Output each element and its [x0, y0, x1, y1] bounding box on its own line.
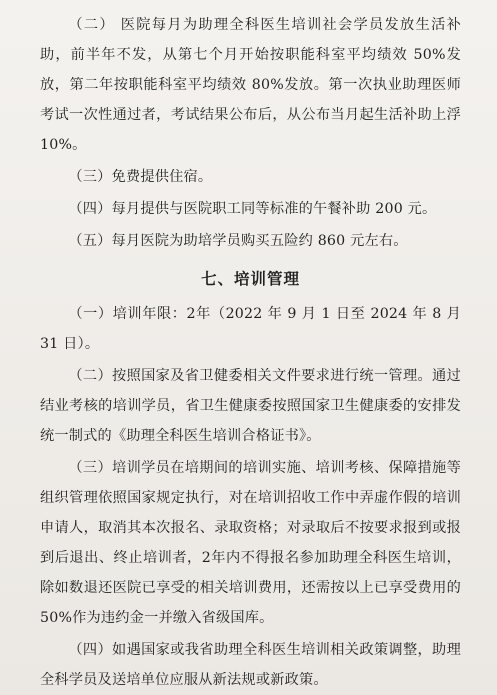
paragraph-organization-rules: （三）培训学员在培期间的培训实施、培训考核、保障措施等组织管理依照国家规定执行，对在培训招收工作中弄虚作假的培训申请人，取消其本次报名、录取资格；对录取后不按要求报到或报到后退出、终止培训者，2年内不得报名参加助理全科医生培训，除如数退还医院已享受的相关培训费用，还需按以上已享受费用的 50%作为违约金一并缴入省级国库。 — [40, 460, 461, 626]
section-title-training-management: 七、培训管理 — [200, 270, 300, 288]
paragraph-policy-adjustment: （四）如遇国家或我省助理全科医生培训相关政策调整，助理全科学员及送培单位应服从新法规或新政策。 — [40, 642, 461, 688]
paragraph-lunch-subsidy: （四）每月提供与医院职工同等标准的午餐补助 200 元。 — [68, 201, 437, 217]
paragraph-living-subsidy: （二） 医院每月为助理全科医生培训社会学员发放生活补助，前半年不发，从第七个月开始按职能科室平均绩效 50%发放，第二年按职能科室平均绩效 80%发放。第一次执业助理医师考试一次性通过者，考试结果公布后，从公布当月起生活补助上浮 10%。 — [40, 17, 461, 153]
paragraph-training-duration: （一）培训年限：2年（2022 年 9 月 1 日至 2024 年 8 月 31 日）。 — [40, 306, 461, 352]
paragraph-unified-management: （二）按照国家及省卫健委相关文件要求进行统一管理。通过结业考核的培训学员，省卫生健康委按照国家卫生健康委的安排发统一制式的《助理全科医生培训合格证书》。 — [40, 368, 461, 444]
paragraph-free-accommodation: （三）免费提供住宿。 — [68, 169, 213, 185]
paragraph-insurance: （五）每月医院为助培学员购买五险约 860 元左右。 — [68, 233, 408, 249]
